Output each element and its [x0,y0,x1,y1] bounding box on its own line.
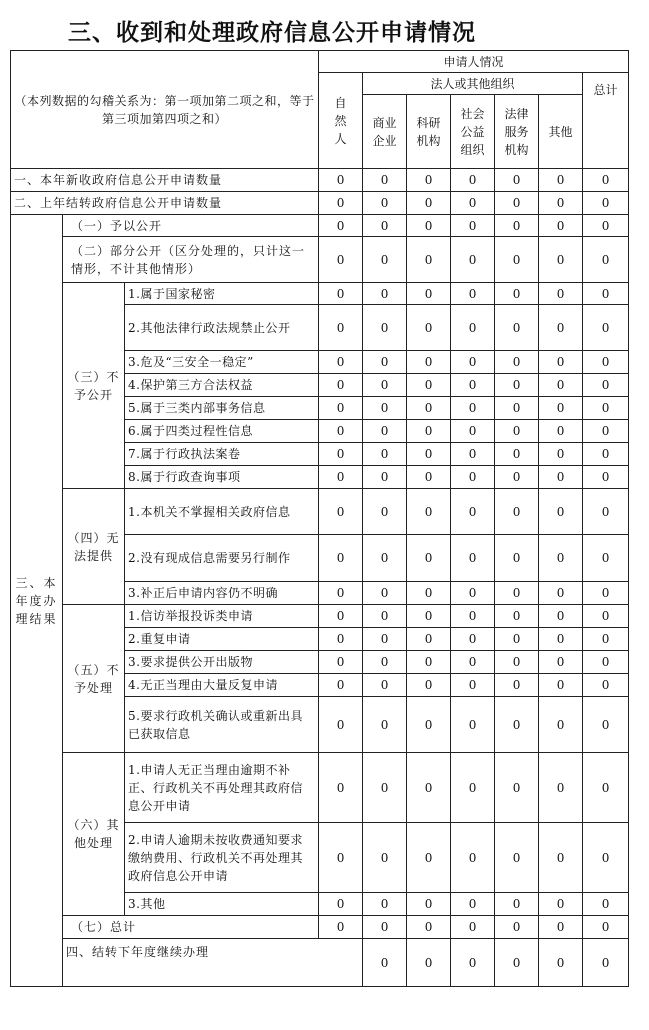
row-label: 7.属于行政执法案卷 [125,443,319,466]
row-label: （一）予以公开 [63,215,319,237]
cell-value: 0 [363,489,407,535]
table-row [11,215,629,237]
cell-value: 0 [363,443,407,466]
cell-value: 0 [451,582,495,605]
cell-value: 0 [539,443,583,466]
cell-value: 0 [363,351,407,374]
cell-value: 0 [319,169,363,192]
cell-value: 0 [495,374,539,397]
cell-value: 0 [539,582,583,605]
cell-value: 0 [407,351,451,374]
cell-value: 0 [451,823,495,893]
cell-value: 0 [539,893,583,916]
cell-value: 0 [495,823,539,893]
cell-value: 0 [451,420,495,443]
cell-value: 0 [495,697,539,753]
statistics-table [10,50,629,987]
cell-value: 0 [583,420,629,443]
table-row [11,489,629,535]
cell-value: 0 [451,237,495,283]
cell-value: 0 [583,651,629,674]
row-label: 1.信访举报投诉类申请 [125,605,319,628]
cell-value: 0 [363,753,407,823]
cell-value: 0 [583,823,629,893]
cell-value: 0 [451,535,495,582]
cell-value: 0 [495,893,539,916]
group-6-label: （六）其他处理 [63,753,125,916]
cell-value: 0 [319,582,363,605]
row-label: （二）部分公开（区分处理的，只计这一情形，不计其他情形） [63,237,319,283]
cell-value: 0 [319,443,363,466]
cell-value: 0 [451,893,495,916]
row-label: 6.属于四类过程性信息 [125,420,319,443]
header-law: 法律服务机构 [495,95,539,169]
cell-value: 0 [539,351,583,374]
cell-value: 0 [495,753,539,823]
cell-value: 0 [583,697,629,753]
cell-value: 0 [363,893,407,916]
cell-value: 0 [583,374,629,397]
cell-value: 0 [495,674,539,697]
cell-value: 0 [495,169,539,192]
row-label: 1.属于国家秘密 [125,283,319,305]
cell-value: 0 [363,605,407,628]
cell-value: 0 [363,305,407,351]
cell-value: 0 [583,582,629,605]
cell-value: 0 [451,374,495,397]
cell-value: 0 [407,582,451,605]
cell-value: 0 [407,215,451,237]
cell-value: 0 [539,651,583,674]
row-label: 1.申请人无正当理由逾期不补正、行政机关不再处理其政府信息公开申请 [125,753,319,823]
cell-value: 0 [363,374,407,397]
cell-value: 0 [451,674,495,697]
table-row [11,237,629,283]
cell-value: 0 [363,628,407,651]
cell-value: 0 [407,753,451,823]
cell-value: 0 [451,169,495,192]
row-label: 3.要求提供公开出版物 [125,651,319,674]
header-applicant: 申请人情况 [319,51,629,73]
cell-value: 0 [319,215,363,237]
header-natural-person: 自然人 [319,73,363,169]
row-label: 3.危及“三安全一稳定” [125,351,319,374]
header-note: （本列数据的勾稽关系为：第一项加第二项之和，等于第三项加第四项之和） [11,51,319,169]
table-row [11,939,629,987]
cell-value: 0 [363,916,407,939]
cell-value: 0 [539,605,583,628]
header-total: 总计 [583,73,629,169]
cell-value: 0 [319,916,363,939]
cell-value: 0 [539,420,583,443]
cell-value: 0 [495,489,539,535]
cell-value: 0 [583,489,629,535]
cell-value: 0 [495,305,539,351]
cell-value: 0 [539,215,583,237]
table-row [11,916,629,939]
cell-value: 0 [319,397,363,420]
cell-value: 0 [363,823,407,893]
cell-value: 0 [539,939,583,987]
row-label: 5.要求行政机关确认或重新出具已获取信息 [125,697,319,753]
group-3-label: （三）不予公开 [63,283,125,489]
cell-value: 0 [495,443,539,466]
header-research: 科研机构 [407,95,451,169]
cell-value: 0 [583,674,629,697]
cell-value: 0 [451,466,495,489]
cell-value: 0 [495,397,539,420]
cell-value: 0 [495,215,539,237]
row-label: 2.重复申请 [125,628,319,651]
table-row [11,192,629,215]
cell-value: 0 [407,305,451,351]
cell-value: 0 [363,215,407,237]
cell-value: 0 [407,893,451,916]
cell-value: 0 [363,169,407,192]
cell-value: 0 [495,916,539,939]
cell-value: 0 [319,651,363,674]
cell-value: 0 [319,192,363,215]
row-label: 四、结转下年度继续办理 [63,939,363,987]
cell-value: 0 [583,237,629,283]
cell-value: 0 [495,939,539,987]
cell-value: 0 [583,753,629,823]
cell-value: 0 [583,466,629,489]
cell-value: 0 [407,628,451,651]
row-label: 2.申请人逾期未按收费通知要求缴纳费用、行政机关不再处理其政府信息公开申请 [125,823,319,893]
cell-value: 0 [319,283,363,305]
cell-value: 0 [495,582,539,605]
cell-value: 0 [495,420,539,443]
cell-value: 0 [319,823,363,893]
cell-value: 0 [451,628,495,651]
cell-value: 0 [451,283,495,305]
cell-value: 0 [583,605,629,628]
cell-value: 0 [583,443,629,466]
cell-value: 0 [495,628,539,651]
table-row [11,753,629,823]
cell-value: 0 [319,351,363,374]
cell-value: 0 [539,283,583,305]
cell-value: 0 [451,939,495,987]
cell-value: 0 [539,374,583,397]
cell-value: 0 [583,283,629,305]
cell-value: 0 [539,397,583,420]
row-label: 4.保护第三方合法权益 [125,374,319,397]
cell-value: 0 [407,939,451,987]
cell-value: 0 [451,605,495,628]
cell-value: 0 [407,420,451,443]
cell-value: 0 [539,466,583,489]
group-5-label: （五）不予处理 [63,605,125,753]
cell-value: 0 [319,535,363,582]
cell-value: 0 [539,237,583,283]
cell-value: 0 [407,916,451,939]
header-business: 商业企业 [363,95,407,169]
cell-value: 0 [407,674,451,697]
cell-value: 0 [539,535,583,582]
cell-value: 0 [583,535,629,582]
cell-value: 0 [451,651,495,674]
cell-value: 0 [407,397,451,420]
group-4-label: （四）无法提供 [63,489,125,605]
cell-value: 0 [539,674,583,697]
cell-value: 0 [319,305,363,351]
cell-value: 0 [451,489,495,535]
cell-value: 0 [539,628,583,651]
row-label: 5.属于三类内部事务信息 [125,397,319,420]
cell-value: 0 [495,651,539,674]
cell-value: 0 [363,697,407,753]
cell-value: 0 [539,305,583,351]
cell-value: 0 [319,489,363,535]
cell-value: 0 [451,397,495,420]
cell-value: 0 [451,192,495,215]
row-label: （七）总计 [63,916,319,939]
cell-value: 0 [451,215,495,237]
cell-value: 0 [583,397,629,420]
cell-value: 0 [407,466,451,489]
cell-value: 0 [319,674,363,697]
cell-value: 0 [495,192,539,215]
section-3-label: 三、本年度办理结果 [11,215,63,987]
cell-value: 0 [407,697,451,753]
cell-value: 0 [495,351,539,374]
cell-value: 0 [363,535,407,582]
cell-value: 0 [495,466,539,489]
header-welfare: 社会公益组织 [451,95,495,169]
cell-value: 0 [407,443,451,466]
cell-value: 0 [583,169,629,192]
row-label: 二、上年结转政府信息公开申请数量 [11,192,319,215]
cell-value: 0 [363,283,407,305]
row-label: 3.其他 [125,893,319,916]
row-label: 1.本机关不掌握相关政府信息 [125,489,319,535]
cell-value: 0 [451,305,495,351]
cell-value: 0 [363,237,407,283]
page-title: 三、收到和处理政府信息公开申请情况 [68,20,476,46]
cell-value: 0 [363,420,407,443]
cell-value: 0 [539,823,583,893]
row-label: 4.无正当理由大量反复申请 [125,674,319,697]
header-legal-entity: 法人或其他组织 [363,73,583,95]
cell-value: 0 [495,605,539,628]
cell-value: 0 [407,283,451,305]
cell-value: 0 [319,753,363,823]
cell-value: 0 [407,489,451,535]
cell-value: 0 [363,192,407,215]
cell-value: 0 [319,374,363,397]
cell-value: 0 [363,939,407,987]
cell-value: 0 [539,489,583,535]
cell-value: 0 [319,697,363,753]
row-label: 8.属于行政查询事项 [125,466,319,489]
cell-value: 0 [495,535,539,582]
cell-value: 0 [451,753,495,823]
table-row [11,169,629,192]
row-label: 2.其他法律行政法规禁止公开 [125,305,319,351]
cell-value: 0 [363,582,407,605]
cell-value: 0 [539,192,583,215]
cell-value: 0 [583,916,629,939]
cell-value: 0 [319,628,363,651]
cell-value: 0 [407,374,451,397]
table-row [11,283,629,305]
row-label: 一、本年新收政府信息公开申请数量 [11,169,319,192]
cell-value: 0 [407,823,451,893]
cell-value: 0 [583,628,629,651]
cell-value: 0 [539,169,583,192]
row-label: 2.没有现成信息需要另行制作 [125,535,319,582]
cell-value: 0 [407,237,451,283]
cell-value: 0 [495,237,539,283]
cell-value: 0 [407,651,451,674]
cell-value: 0 [319,420,363,443]
cell-value: 0 [407,192,451,215]
cell-value: 0 [451,697,495,753]
row-label: 3.补正后申请内容仍不明确 [125,582,319,605]
cell-value: 0 [539,753,583,823]
table-row [11,605,629,628]
cell-value: 0 [363,397,407,420]
cell-value: 0 [583,893,629,916]
cell-value: 0 [319,466,363,489]
cell-value: 0 [583,305,629,351]
cell-value: 0 [451,351,495,374]
cell-value: 0 [319,237,363,283]
cell-value: 0 [495,283,539,305]
cell-value: 0 [583,192,629,215]
cell-value: 0 [451,443,495,466]
cell-value: 0 [319,893,363,916]
cell-value: 0 [451,916,495,939]
header-other: 其他 [539,95,583,169]
cell-value: 0 [363,466,407,489]
cell-value: 0 [363,674,407,697]
cell-value: 0 [583,351,629,374]
cell-value: 0 [407,169,451,192]
cell-value: 0 [583,215,629,237]
cell-value: 0 [539,916,583,939]
cell-value: 0 [539,697,583,753]
cell-value: 0 [407,535,451,582]
cell-value: 0 [583,939,629,987]
cell-value: 0 [363,651,407,674]
cell-value: 0 [319,605,363,628]
cell-value: 0 [407,605,451,628]
